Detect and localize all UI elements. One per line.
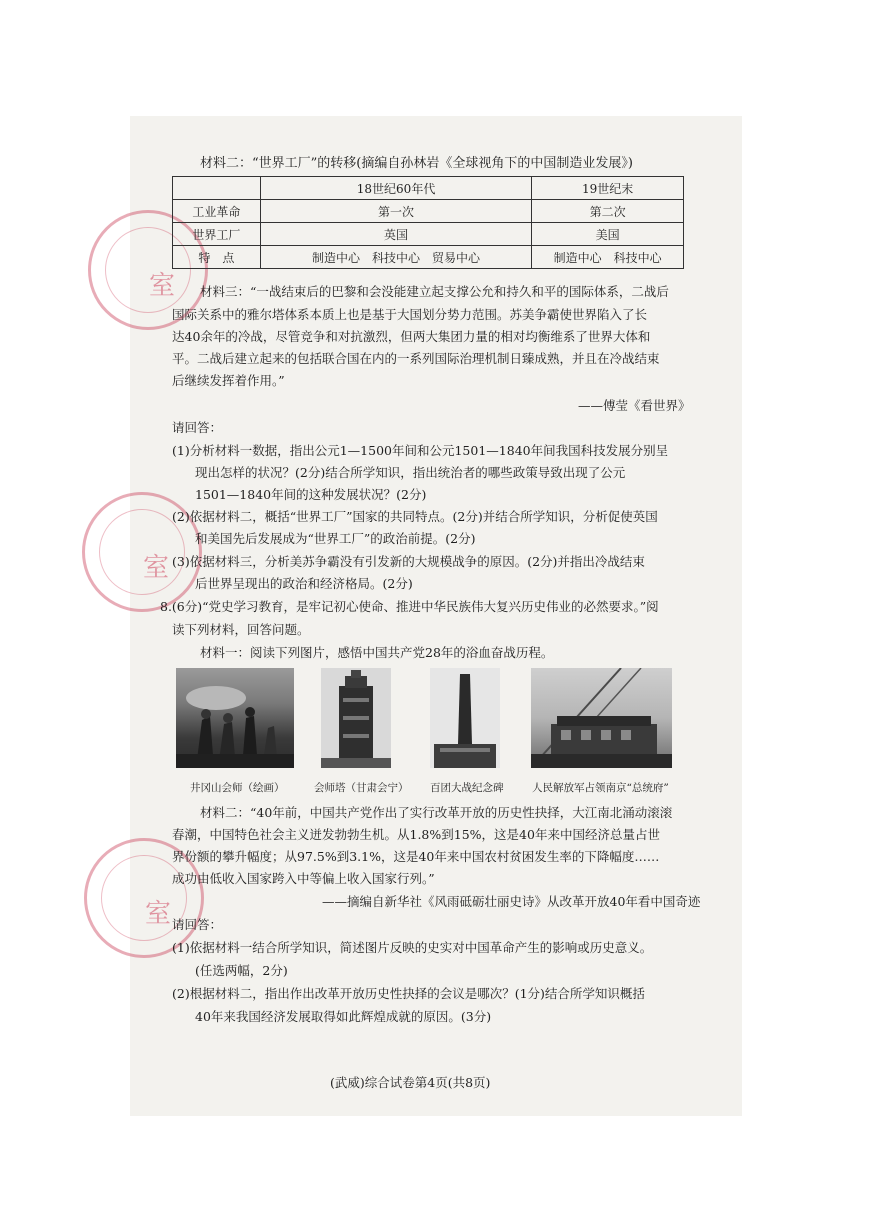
question-line: 40年来我国经济发展取得如此辉煌成就的原因。(3分) <box>195 1009 492 1024</box>
q8-material1: 材料一：阅读下列图片，感悟中国共产党28年的浴血奋战历程。 <box>200 645 554 660</box>
world-factory-table <box>172 176 684 269</box>
table-cell: 特 点 <box>173 246 261 269</box>
answer-prompt: 请回答： <box>172 917 223 932</box>
material3-line: 后继续发挥着作用。” <box>172 373 285 388</box>
table-cell: 英国 <box>260 223 531 246</box>
q8-material2-line: 成功由低收入国家跨入中等偏上收入国家行列。” <box>172 871 435 886</box>
question-line: (2)根据材料二，指出作出改革开放历史性抉择的会议是哪次？(1分)结合所学知识概括 <box>172 986 645 1001</box>
table-cell: 第二次 <box>532 200 684 223</box>
material2-heading: 材料二：“世界工厂”的转移(摘编自孙林岩《全球视角下的中国制造业发展》) <box>200 156 633 171</box>
q8-material2-source: ——摘编自新华社《风雨砥砺壮丽史诗》从改革开放40年看中国奇迹 <box>322 894 701 909</box>
answer-prompt: 请回答： <box>172 420 223 435</box>
table-header-row <box>173 177 684 200</box>
nanjing-presidential-palace-image <box>531 668 672 768</box>
table-cell: 制造中心 科技中心 <box>532 246 684 269</box>
photo-caption: 百团大战纪念碑 <box>430 782 504 794</box>
table-row <box>173 246 684 269</box>
photo-caption: 井冈山会师（绘画） <box>190 782 285 794</box>
table-cell: 18世纪60年代 <box>260 177 531 200</box>
question-line: (2)依据材料二，概括“世界工厂”国家的共同特点。(2分)并结合所学知识，分析促使英国 <box>172 509 658 524</box>
red-seal-stamp: 室 <box>88 210 208 330</box>
material3-line: 材料三：“一战结束后的巴黎和会没能建立起支撑公允和持久和平的国际体系，二战后 <box>200 284 669 299</box>
red-seal-stamp: 室 <box>82 492 202 612</box>
table-cell: 制造中心 科技中心 贸易中心 <box>260 246 531 269</box>
table-cell: 世界工厂 <box>173 223 261 246</box>
photo-caption: 会师塔（甘肃会宁） <box>314 782 409 794</box>
table-row <box>173 200 684 223</box>
q8-material2-line: 界份额的攀升幅度；从97.5%到3.1%，这是40年来中国农村贫困发生率的下降幅度…… <box>172 849 660 864</box>
material3-line: 达40余年的冷战，尽管竞争和对抗激烈，但两大集团力量的相对均衡维系了世界大体和 <box>172 329 651 344</box>
table-cell: 19世纪末 <box>532 177 684 200</box>
question-line: 1501—1840年间的这种发展状况？(2分) <box>195 487 427 502</box>
q8-material2-line: 春潮，中国特色社会主义迸发勃勃生机。从1.8%到15%，这是40年来中国经济总量占世 <box>172 827 660 842</box>
table-cell <box>173 177 261 200</box>
material3-line: 国际关系中的雅尔塔体系本质上也是基于大国划分势力范围。苏美争霸使世界陷入了长 <box>172 307 648 322</box>
question-line: (任选两幅，2分) <box>195 963 288 978</box>
question-line: 后世界呈现出的政治和经济格局。(2分) <box>195 576 413 591</box>
hundred-regiments-monument-image <box>430 668 500 768</box>
q8-material2-line: 材料二：“40年前，中国共产党作出了实行改革开放的历史性抉择，大江南北涌动滚滚 <box>200 805 673 820</box>
question-line: (3)依据材料三，分析美苏争霸没有引发新的大规模战争的原因。(2分)并指出冷战结束 <box>172 554 645 569</box>
table-cell: 美国 <box>532 223 684 246</box>
huishi-tower-image <box>321 668 391 768</box>
material3-line: 平。二战后建立起来的包括联合国在内的一系列国际治理机制日臻成熟，并且在冷战结束 <box>172 351 660 366</box>
photo-caption: 人民解放军占领南京“总统府” <box>532 782 669 794</box>
table-cell: 第一次 <box>260 200 531 223</box>
material3-source: ——傅莹《看世界》 <box>578 398 691 413</box>
red-seal-stamp: 室 <box>84 838 204 958</box>
question-line: 现出怎样的状况？(2分)结合所学知识，指出统治者的哪些政策导致出现了公元 <box>195 465 626 480</box>
q8-line: 读下列材料，回答问题。 <box>172 622 310 637</box>
question-line: (1)分析材料一数据，指出公元1—1500年间和公元1501—1840年间我国科技发展分别呈 <box>172 443 669 458</box>
page-footer: (武威)综合试卷第4页(共8页) <box>330 1075 491 1090</box>
table-row <box>173 223 684 246</box>
question-line: 和美国先后发展成为“世界工厂”的政治前提。(2分) <box>195 531 476 546</box>
question-line: (1)依据材料一结合所学知识，简述图片反映的史实对中国革命产生的影响或历史意义。 <box>172 940 653 955</box>
q8-line: 8.(6分)“党史学习教育，是牢记初心使命、推进中华民族伟大复兴历史伟业的必然要求。”阅 <box>160 599 659 614</box>
table-cell: 工业革命 <box>173 200 261 223</box>
jinggangshan-painting-image <box>176 668 294 768</box>
